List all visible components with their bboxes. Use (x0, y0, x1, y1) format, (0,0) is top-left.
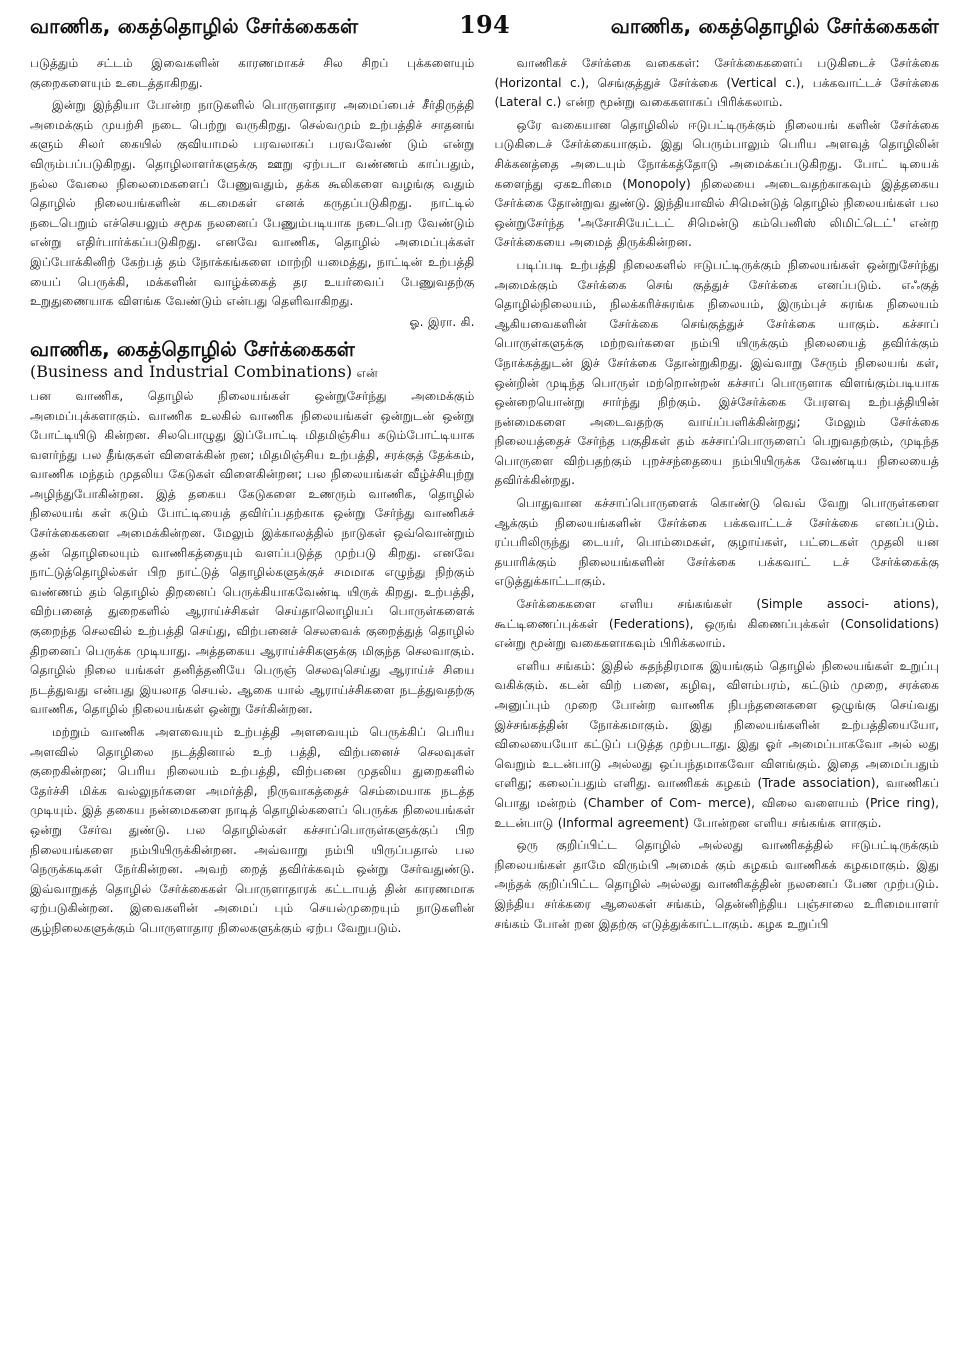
right-paragraph-3: படிப்படி உற்பத்தி நிலைகளில் ஈடுபட்டிருக்கும் நிலையங்கள் ஒன்றுசேர்ந்து அமைக்கும் சேர்க்கை செங் குத்துச் சேர்க்கை எனப்படும். எஃகுத் தொழில்நிலையம், நிலக்கரிச்சுரங்க நிலையம், இரும்புச் சுரங்க நிலையம் ஆகியவைகளின் சேர்க்கை செங்குத்துச் சேர்க்கை யாகும். கச்சாப் பொருள்களுக்கு மற்றவர்களை நம்பி யிருக்கும் நிலையைத் தவிர்க்கும் நோக்கத்துடன் இச் சேர்க்கை தோன்றுகிறது. இவ்வாறு சேரும் நிலையங் கள், ஒன்றின் முடிந்த பொருள் மற்றொன்றன் கச்சாப் பொருளாக விளங்கும்படியாக ஒன்றையொன்று சார்ந்து நிற்கும். இச்சேர்க்கை பேரளவு உற்பத்தியின் நன்மைகளை அடைவதற்கு வாய்ப்பளிக்கின்றது; மேலும் சேர்க்கை நிலையத்தைச் சேர்ந்த பகுதிகள் தம் கச்சாப்பொருளைப் பெறுவதற்கும், முடிந்த பொருளை விற்பதற்கும் புறச்சந்தையை நம்பியிருக்க வேண்டிய நிலையைத் தவிர்க்கின்றது. (494, 257, 939, 488)
section-lead-word: என் (356, 366, 378, 381)
header-right-title: வாணிக, கைத்தொழில் சேர்க்கைகள் (610, 14, 939, 38)
page-number: 194 (459, 10, 510, 39)
left-paragraph-4: மற்றும் வாணிக அளவையும் உற்பத்தி அளவையும் பெருக்கிப் பெரிய அளவில் தொழிலை நடத்தினால் உற் பத்தி, விற்பனைச் செலவுகள் குறைகின்றன; பெரிய நிலையம் உற்பத்தி, விற்பனை முதலிய துறைகளில் தேர்ச்சி மிக்க வல்லுநர்களை அமர்த்தி, நிருவாகத்தைச் செம்மையாக நடத்த முடியும். இத் தகைய நன்மைகளை நாடித் தொழில்களைப் பெருக்க நிலையங்கள் ஒன்று சேர்வ துண்டு. பல தொழில்கள் கச்சாப்பொருள்களுக்குப் பிற நிலையங்களை நம்பியிருக்கின்றன. அவ்வாறு நம்பி யிருப்பதால் பல நெருக்கடிகள் நேர்கின்றன. அவற் றைத் தவிர்க்கவும் ஒன்று சேர்வதுண்டு. இவ்வாறுகத் தொழில் சேர்க்கைகள் பொருளாதாரக் கட்டாயத் தின் காரணமாக ஏற்படுகின்றன. இவைகளின் அமைப் பும் செயல்முறையும் நாடுகளின் சூழ்நிலைகளுக்கும் பொருளாதார நிலைகளுக்கும் ஏற்ப வேறுபடும். (30, 725, 475, 935)
left-paragraph-1: படுத்தும் சட்டம் இவைகளின் காரணமாகச் சில சிறப் புக்களையும் குறைகளையும் உடைத்தாகிறது. (30, 56, 475, 90)
section-heading: வாணிக, கைத்தொழில் சேர்க்கைகள் (30, 337, 355, 362)
right-column (495, 54, 940, 1350)
left-paragraph-3: பன வாணிக, தொழில் நிலையங்கள் ஒன்றுசேர்ந்து அமைக்கும் அமைப்புக்களாகும். வாணிக உலகில் வாணிக நிலையங்கள் ஒன்றுடன் ஒன்று போட்டியிடு கின்றன. சிலபொழுது இப்போட்டி மிதமிஞ்சிய கடும்போட்டியாக வளர்ந்து பல தீங்குகள் விளைக்கின் றன; மிதமிஞ்சிய உற்பத்தி, சரக்குத் தேக்கம், வாணிக மந்தம் முதலிய கேடுகள் விளைகின்றன; பல நிலையங்கள் வீழ்ச்சியுற்று அழிந்துபோகின்றன. இத் தகைய கேடுகளை உணரும் வாணிக, தொழில் நிலையங் கள் கடும் போட்டியைத் தவிர்ப்பதற்காக ஒன்று சேர்ந்து வாணிகச் சேர்க்கைகளை அமைக்கின்றன. மேலும் இக்காலத்தில் நாடுகள் ஒவ்வொன்றும் தன் தொழிலையும் வாணிகத்தையும் வளப்படுத்த முற்படு கிறது. எனவே நாட்டுத்தொழில்கள் பிற நாட்டுத் தொழில்களுக்குச் சமமாக எழுந்து நிற்கும் வண்ணம் தம் தொழில் திறனைப் பெருக்கியாகவேண்டி யிருக் கிறது. உற்பத்தி, விற்பனைத் துறைகளில் ஆராய்ச்சிகள் செய்தாலொழியப் பொருள்களைக் குறைந்த செலவில் உற்பத்தி செய்து, விற்பனைச் செலவைக் குறைத்துத் தொழில் திறனைப் பெருக்க முடியாது. அத்தகைய ஆராய்ச்சிகளுக்கு மிகுந்த செலவாகும். தொழில் நிலை யங்கள் தனித்தனியே பெருஞ் செலவுசெய்து ஆராய்ச் சியை நடத்துவது என்பது இயலாத செயல். ஆகை யால் ஆராய்ச்சிகளை நடத்துவதற்கு வாணிக, தொழில் நிலையங்கள் ஒன்று சேர்கின்றன. (30, 388, 475, 717)
right-paragraph-1: வாணிகச் சேர்க்கை வகைகள்: சேர்க்கைகளைப் படுகிடைச் சேர்க்கை (Horizontal c.), செங்குத்துச் சேர்க்கை (Vertical c.), பக்கவாட்டச் சேர்க்கை (Lateral c.) என்ற மூன்று வகைகளாகப் பிரிக்கலாம். (494, 56, 939, 110)
left-column (30, 54, 475, 1350)
header-left-title: வாணிக, கைத்தொழில் சேர்க்கைகள் (30, 14, 359, 38)
running-header (30, 10, 939, 54)
right-paragraph-6: எளிய சங்கம்: இதில் சுதந்திரமாக இயங்கும் தொழில் நிலையங்கள் உறுப்பு வகிக்கும். கடன் விற் பனை, கழிவு, விளம்பரம், கட்டும் முறை, சரக்கை அனுப்பும் முறை போன்ற வாணிக நிபந்தனைகளை ஒழுங்கு செய்வது இச்சங்கத்தின் நோக்கமாகும். இது நிலையங்களின் உற்பத்தியையோ, விலையையோ கட்டுப் படுத்த முற்படாது. இது ஓர் அமைப்பாகவோ அல் லது வெறும் உடன்பாடு அல்லது ஒப்பந்தமாகவோ விளங்கும். இதை அமைப்பதும் எளிது; கலைப்பதும் எளிது. வாணிகக் கழகம் (Trade association), வாணிகப் பொது மன்றம் (Chamber of Com- merce), விலை வளையம் (Price ring), உடன்பாடு (Informal agreement) போன்றன எளிய சங்கங்க ளாகும். (494, 658, 939, 830)
right-paragraph-5: சேர்க்கைகளை எளிய சங்கங்கள் (Simple associ- ations), கூட்டிணைப்புக்கள் (Federations), ஒருங் கிணைப்புக்கள் (Consolidations) என்று மூன்று வகைகளாகவும் பிரிக்கலாம். (494, 597, 939, 651)
two-column-body (30, 54, 939, 1350)
right-paragraph-2: ஒரே வகையான தொழிலில் ஈடுபட்டிருக்கும் நிலையங் களின் சேர்க்கை படுகிடைச் சேர்க்கையாகும். இது பெரும்பாலும் பெரிய அளவுத் தொழிலின் சிக்கனத்தை அடையும் நோக்கத்தோடு அமைக்கப்படுகிறது. போட் டியைக் களைந்து ஏகஉரிமை (Monopoly) நிலையை அடைவதற்காகவும் இத்தகைய சேர்க்கை தோன்றுவ துண்டு. இந்தியாவில் சிமென்டுத் தொழில் நிலையங்கள் பல ஒன்றுசேர்ந்த 'அசோசியேட்டட் சிமென்டு கம்பெனிஸ் லிமிட்டெட்' என்ற சேர்க்கையை அமைத் திருக்கின்றன. (494, 117, 939, 250)
left-paragraph-2: இன்று இந்தியா போன்ற நாடுகளில் பொருளாதார அமைப்பைச் சீர்திருத்தி அமைக்கும் முயற்சி நடை பெற்று வருகிறது. செல்வமும் உற்பத்திச் சாதனங் களும் சிலர் கையில் குவியாமல் பரவலாகப் பரவவேண் டும் என்று விரும்பப்படுகிறது. தொழிலாளர்களுக்கு ஊறு ஏற்படா வண்ணம் காப்பதும், நல்ல வேலை நிலைமைகளைப் பேணுவதும், தக்க கூலிகளை வழங்கு வதும் தொழில் நிலையங்களின் கடமைகள் எனக் கருதப்படுகிறது. நாட்டில் நடைபெறும் எச்செயலும் சமூக நலனைப் பேணும்படியாக நடைபெற வேண்டும் என்று எதிர்பார்க்கப்படுகிறது. எனவே வாணிக, தொழில் அமைப்புக்கள் இப்போக்கினிற் கேற்பத் தம் நோக்கங்களை மாற்றி யமைத்து, நாட்டின் உற்பத்தி யைப் பெருக்கி, மக்களின் வாழ்க்கைத் தர உயர்வைப் பேணுவதற்கு உறுதுணையாக விளங்க வேண்டும் என்பது தெளிவாகிறது. (30, 98, 475, 309)
section-heading-english: (Business and Industrial Combinations) (30, 362, 353, 382)
author-signature (30, 313, 475, 333)
section-heading-english-line (30, 362, 475, 384)
right-paragraph-7: ஒரு குறிப்பிட்ட தொழில் அல்லது வாணிகத்தில் ஈடுபட்டிருக்கும் நிலையங்கள் தாமே விரும்பி அமைக் கும் கழகம் வாணிகக் கழகமாகும். இது அந்தக் குறிப்பிட்ட தொழில் அல்லது வாணிகத்தின் நலனைப் பேண முற்படும். இந்திய சர்க்கரை ஆலைகள் சங்கம், தென்னிந்திய பஞ்சாலை உரிமையாளர் சங்கம் போன் றன இதற்கு எடுத்துக்காட்டாகும். கழக உறுப்பி (494, 838, 939, 931)
right-paragraph-4: பொதுவான கச்சாப்பொருளைக் கொண்டு வெவ் வேறு பொருள்களை ஆக்கும் நிலையங்களின் சேர்க்கை பக்கவாட்டச் சேர்க்கை எனப்படும். ரப்பரிலிருந்து டையர், பொம்மைகள், குழாய்கள், பட்டைகள் முதலி யன தயாரிக்கும் நிலையங்களின் சேர்க்கை பக்கவாட் டச் சேர்க்கைக்கு எடுத்துக்காட்டாகும். (494, 496, 939, 589)
signature-text: ஓ. இரா. கி. (409, 314, 475, 329)
